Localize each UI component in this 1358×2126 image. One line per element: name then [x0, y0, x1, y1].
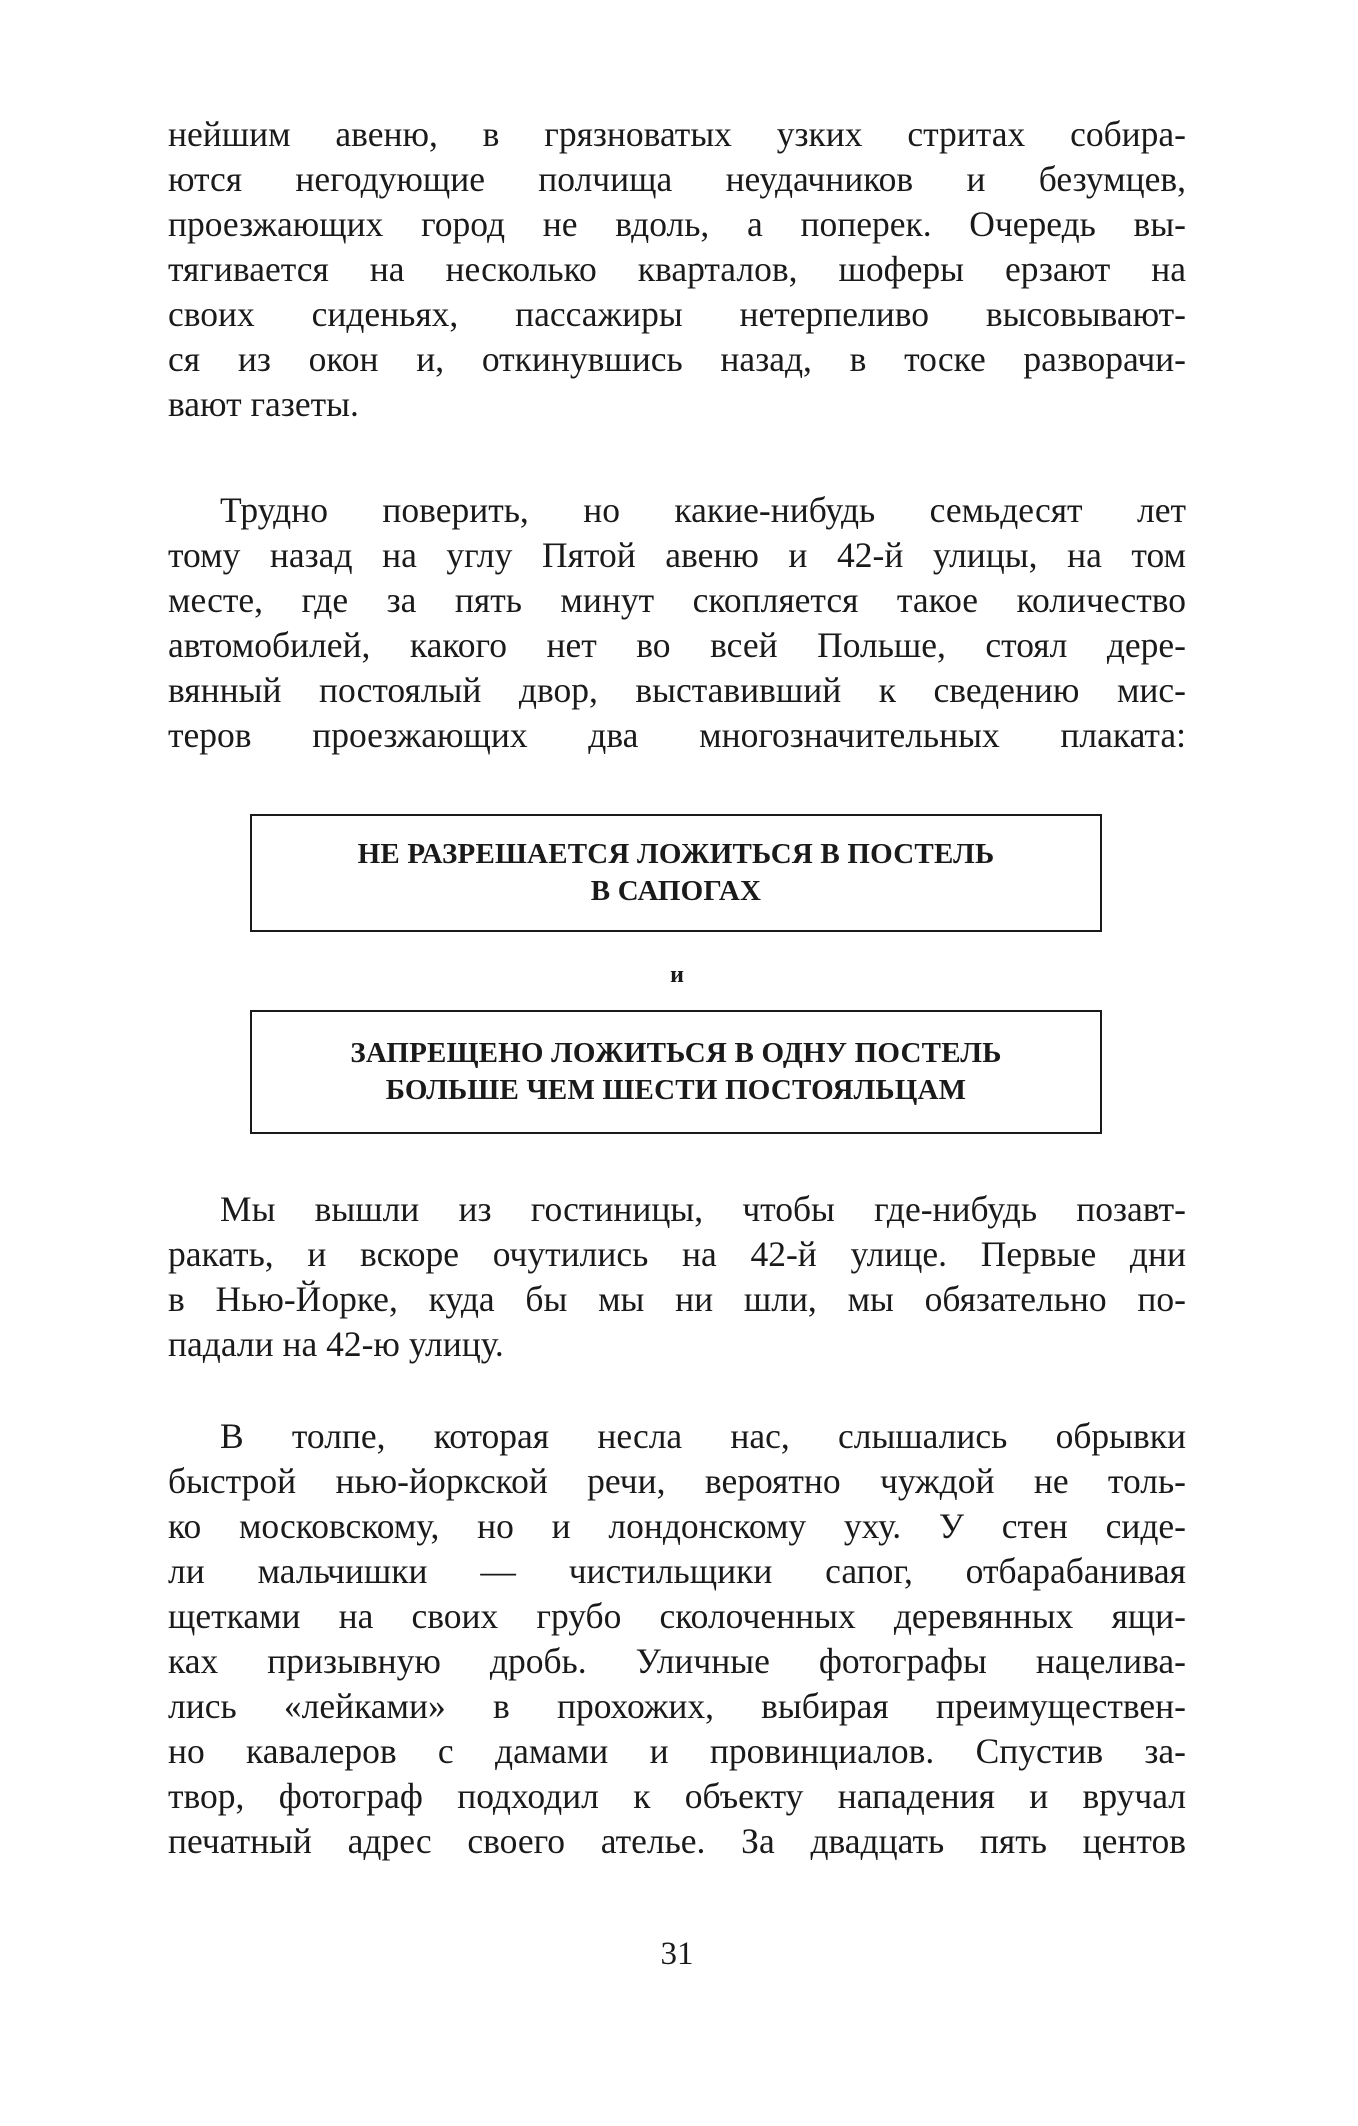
text-line: автомобилей, какого нет во всей Польше, стоял дере- — [168, 625, 1186, 665]
text-line: Мы вышли из гостиницы, чтобы где-нибудь позавт- — [220, 1189, 1186, 1229]
sign-line: НЕ РАЗРЕШАЕТСЯ ЛОЖИТЬСЯ В ПОСТЕЛЬ — [357, 838, 995, 870]
text-line: вянный постоялый двор, выставивший к сведению мис- — [168, 670, 1186, 710]
text-line: твор, фотограф подходил к объекту нападения и вручал — [168, 1776, 1186, 1816]
page-number: 31 — [660, 1936, 694, 1972]
conjunction: и — [670, 962, 684, 988]
text-line: нейшим авеню, в грязноватых узких стритах собира- — [168, 114, 1186, 154]
sign-no-boots-in-bed — [250, 814, 1102, 932]
text-line: ках призывную дробь. Уличные фотографы нацелива- — [168, 1641, 1186, 1681]
text-line: падали на 42-ю улицу. — [168, 1324, 504, 1364]
book-page — [168, 112, 1186, 2082]
text-line: быстрой нью-йоркской речи, вероятно чуждой не толь- — [168, 1461, 1186, 1501]
text-line: лись «лейками» в прохожих, выбирая преимуществен- — [168, 1686, 1186, 1726]
paragraph-1 — [168, 112, 1186, 427]
sign-line: В САПОГАХ — [590, 875, 762, 907]
text-line: ются негодующие полчища неудачников и безумцев, — [168, 159, 1186, 199]
text-line: тому назад на углу Пятой авеню и 42-й улицы, на том — [168, 535, 1186, 575]
text-line: ли мальчишки — чистильщики сапог, отбарабанивая — [168, 1551, 1186, 1591]
text-line: вают газеты. — [168, 384, 359, 424]
text-line: В толпе, которая несла нас, слышались обрывки — [220, 1416, 1186, 1456]
text-line: теров проезжающих два многозначительных плаката: — [168, 715, 1186, 755]
text-line: тягивается на несколько кварталов, шоферы ерзают на — [168, 249, 1186, 289]
sign-max-six-guests — [250, 1010, 1102, 1134]
text-line: Трудно поверить, но какие-нибудь семьдесят лет — [220, 490, 1186, 530]
text-line: ко московскому, но и лондонскому уху. У стен сиде- — [168, 1506, 1186, 1546]
text-line: но кавалеров с дамами и провинциалов. Спустив за- — [168, 1731, 1186, 1771]
paragraph-4 — [168, 1414, 1186, 1864]
text-line: месте, где за пять минут скопляется такое количество — [168, 580, 1186, 620]
text-line: ракать, и вскоре очутились на 42-й улице. Первые дни — [168, 1234, 1186, 1274]
paragraph-2 — [168, 488, 1186, 758]
text-line: печатный адрес своего ателье. За двадцать пять центов — [168, 1821, 1186, 1861]
paragraph-3 — [168, 1187, 1186, 1367]
sign-line: ЗАПРЕЩЕНО ЛОЖИТЬСЯ В ОДНУ ПОСТЕЛЬ — [350, 1037, 1002, 1069]
text-line: в Нью-Йорке, куда бы мы ни шли, мы обязательно по- — [168, 1279, 1186, 1319]
sign-line: БОЛЬШЕ ЧЕМ ШЕСТИ ПОСТОЯЛЬЦАМ — [385, 1074, 967, 1106]
text-line: ся из окон и, откинувшись назад, в тоске разворачи- — [168, 339, 1186, 379]
text-line: проезжающих город не вдоль, а поперек. Очередь вы- — [168, 204, 1186, 244]
text-line: щетками на своих грубо сколоченных деревянных ящи- — [168, 1596, 1186, 1636]
text-line: своих сиденьях, пассажиры нетерпеливо высовывают- — [168, 294, 1186, 334]
